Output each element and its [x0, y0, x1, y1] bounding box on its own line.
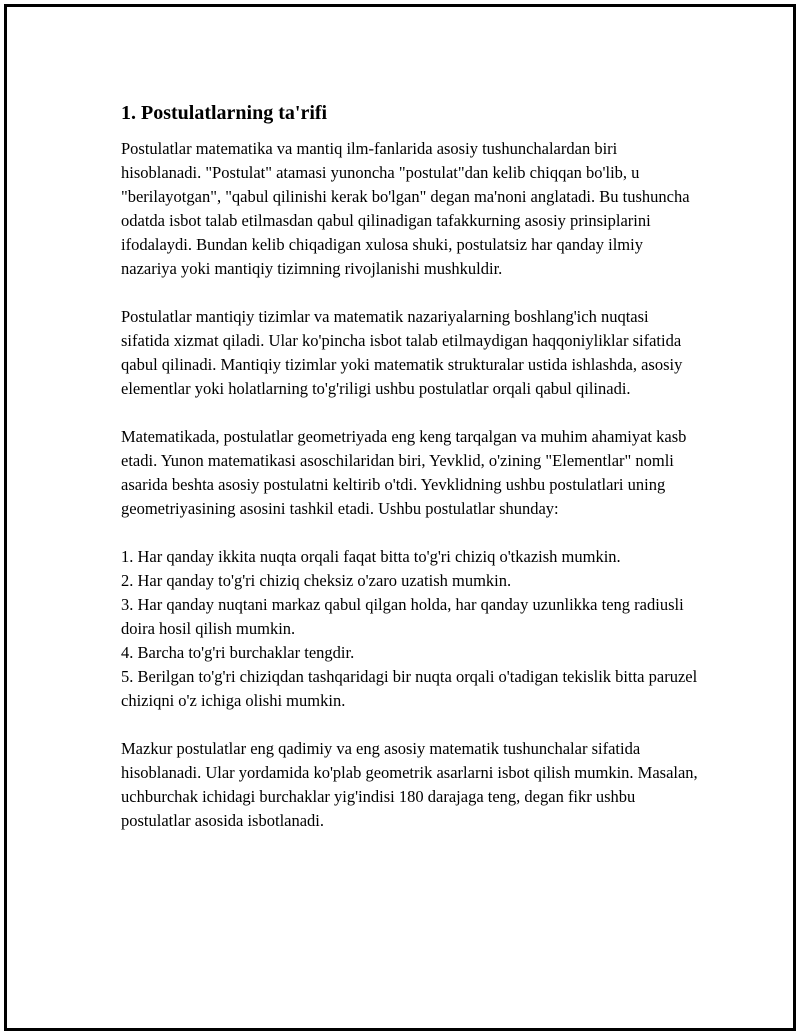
- paragraph-logical-systems: Postulatlar mantiqiy tizimlar va matematik nazariyalarning boshlang'ich nuqtasi sifatida xizmat qiladi. Ular ko'pincha isbot talab etilmaydigan haqqoniyliklar sifatida qabul qilinadi. Mantiqiy tizimlar yoki matematik strukturalar ustida ishlashda, asosiy elementlar yoki holatlarning to'g'riligi ushbu postulatlar orqali qabul qilinadi.: [121, 307, 683, 398]
- document-body: [121, 99, 701, 857]
- paragraph-geometry: Matematikada, postulatlar geometriyada eng keng tarqalgan va muhim ahamiyat kasb etadi. Yunon matematikasi asoschilaridan biri, Yevklid, o'zining "Elementlar" nomli asarida beshta asosiy postulatni keltirib o'tdi. Yevklidning ushbu postulatlari uning geometriyasining asosini tashkil etadi. Ushbu postulatlar shunday:: [121, 427, 687, 518]
- list-item: 2. Har qanday to'g'ri chiziq cheksiz o'zaro uzatish mumkin.: [121, 571, 512, 590]
- list-item: 3. Har qanday nuqtani markaz qabul qilgan holda, har qanday uzunlikka teng radiusli doira hosil qilish mumkin.: [121, 595, 684, 638]
- list-item: 1. Har qanday ikkita nuqta orqali faqat bitta to'g'ri chiziq o'tkazish mumkin.: [121, 547, 621, 566]
- section-heading: 1. Postulatlarning ta'rifi: [121, 102, 328, 124]
- postulates-list: [121, 545, 701, 713]
- list-item: 4. Barcha to'g'ri burchaklar tengdir.: [121, 643, 355, 662]
- page-frame: [4, 4, 796, 1031]
- paragraph-definition: Postulatlar matematika va mantiq ilm-fanlarida asosiy tushunchalardan biri hisoblanadi. "Postulat" atamasi yunoncha "postulat"dan kelib chiqqan bo'lib, u "berilayotgan", "qabul qilinishi kerak bo'lgan" degan ma'noni anglatadi. Bu tushuncha odatda isbot talab etilmasdan qabul qilinadigan tafakkurning asosiy prinsiplarini ifodalaydi. Bundan kelib chiqadigan xulosa shuki, postulatsiz har qanday ilmiy nazariya yoki mantiqiy tizimning rivojlanishi mushkuldir.: [121, 139, 690, 278]
- paragraph-conclusion: Mazkur postulatlar eng qadimiy va eng asosiy matematik tushunchalar sifatida hisoblanadi. Ular yordamida ko'plab geometrik asarlarni isbot qilish mumkin. Masalan, uchburchak ichidagi burchaklar yig'indisi 180 darajaga teng, degan fikr ushbu postulatlar asosida isbotlanadi.: [121, 739, 698, 830]
- list-item: 5. Berilgan to'g'ri chiziqdan tashqaridagi bir nuqta orqali o'tadigan tekislik bitta paruzel chiziqni o'z ichiga olishi mumkin.: [121, 667, 698, 710]
